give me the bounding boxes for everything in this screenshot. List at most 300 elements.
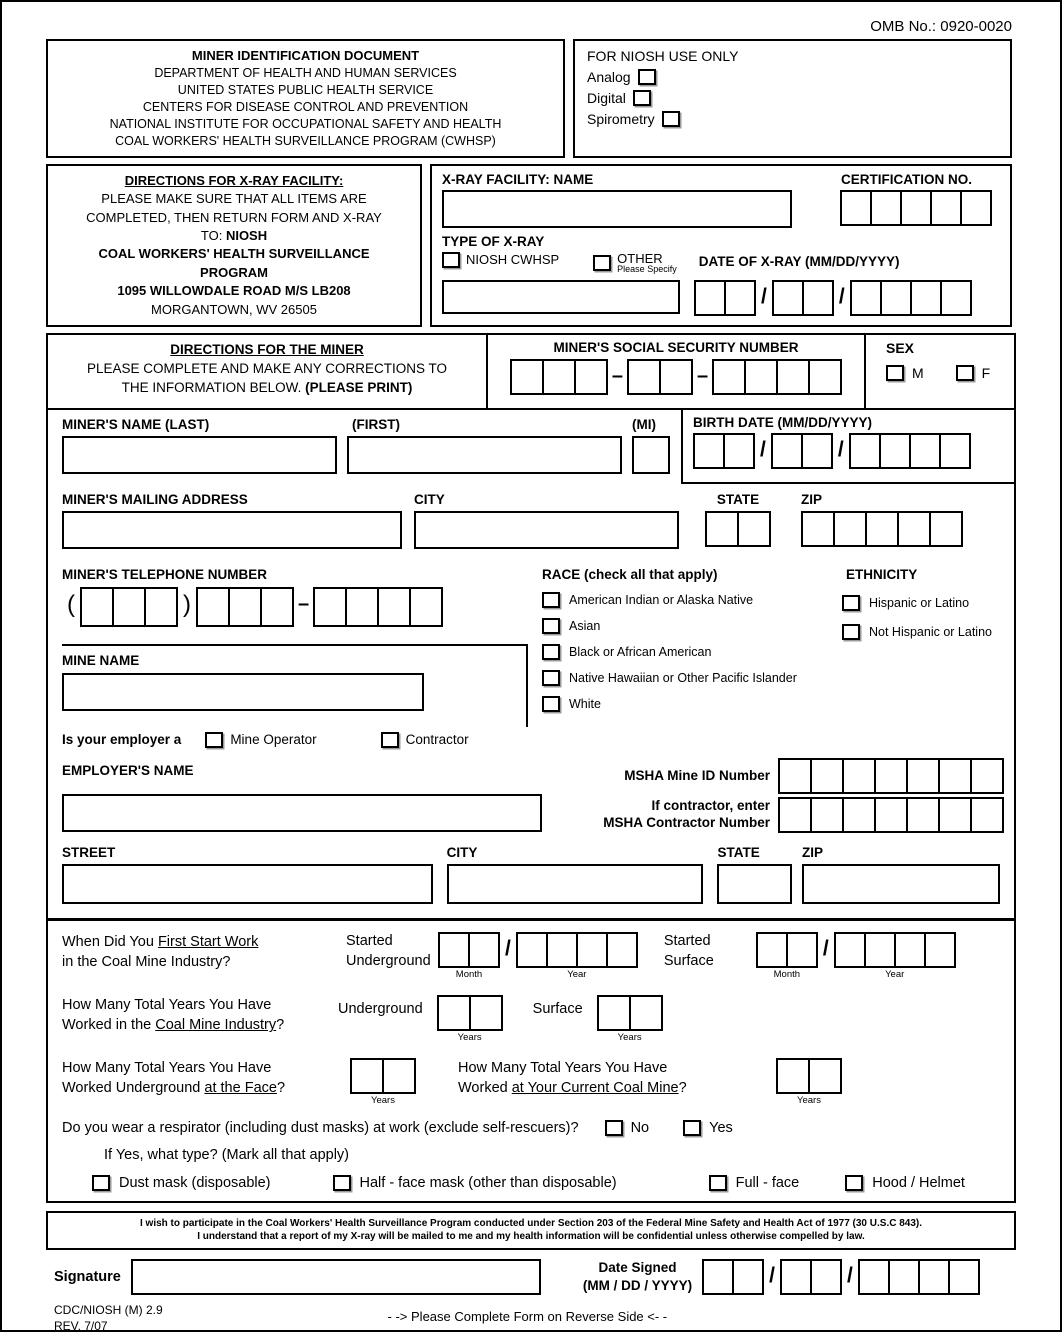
- month-sublabel: Month: [773, 968, 801, 980]
- half-face-label: Half - face mask (other than disposable): [359, 1174, 617, 1191]
- input-cell[interactable]: [929, 511, 963, 547]
- phone-mine-column: [62, 567, 528, 727]
- respirator-yes-label: Yes: [709, 1119, 733, 1136]
- certification-no-cells[interactable]: [840, 190, 992, 226]
- birth-day-cells[interactable]: [771, 433, 833, 469]
- input-cell[interactable]: [732, 1259, 764, 1295]
- input-cell[interactable]: [833, 511, 867, 547]
- not-hispanic-label: Not Hispanic or Latino: [869, 624, 992, 639]
- ethnicity-option-row: [842, 595, 1014, 611]
- employer-type-row: [48, 727, 1014, 752]
- birth-date-block: [681, 410, 1014, 484]
- hood-helmet-label: Hood / Helmet: [872, 1174, 965, 1191]
- started-surface-year-cells[interactable]: [834, 932, 956, 968]
- sex-male-checkbox[interactable]: [886, 365, 904, 381]
- digital-label: Digital: [587, 90, 626, 106]
- employer-zip-label: ZIP: [801, 844, 823, 860]
- phone-area-cells[interactable]: [80, 587, 178, 627]
- current-mine-years-cells[interactable]: [776, 1058, 842, 1094]
- sex-label: SEX: [886, 340, 915, 357]
- hispanic-checkbox[interactable]: [842, 595, 860, 611]
- started-underground-month-cells[interactable]: [438, 932, 500, 968]
- other-specify-input[interactable]: [442, 280, 680, 314]
- respirator-question-row: [62, 1120, 1000, 1136]
- underground-years-field: [437, 995, 503, 1043]
- input-cell[interactable]: [780, 1259, 812, 1295]
- main-form-block: [46, 333, 1016, 1203]
- xray-date-year-cells[interactable]: [850, 280, 972, 316]
- year-sublabel: Year: [885, 968, 905, 980]
- first-start-work-question: When Did You First Start Work in the Coal Mine Industry?: [62, 933, 259, 971]
- race-option-row: [542, 618, 828, 634]
- ssn-group-cells[interactable]: [627, 359, 693, 395]
- date-slash: /: [760, 437, 766, 461]
- sex-block: [866, 335, 1014, 408]
- year-sublabel: Year: [567, 968, 587, 980]
- miner-directions-line1: PLEASE COMPLETE AND MAKE ANY CORRECTIONS TO: [86, 361, 448, 377]
- input-cell[interactable]: [228, 587, 262, 627]
- name-birth-row: [48, 410, 1014, 484]
- input-cell[interactable]: [906, 797, 940, 833]
- started-surface-label: Started Surface: [663, 932, 714, 969]
- full-face-label: Full - face: [735, 1174, 800, 1191]
- input-cell[interactable]: [865, 511, 899, 547]
- race-option-row: [542, 644, 828, 660]
- surface-years-field: [597, 995, 663, 1043]
- last-name-input[interactable]: [62, 436, 337, 474]
- input-cell[interactable]: [546, 932, 578, 968]
- msha-mine-id-cells[interactable]: [778, 758, 1004, 794]
- race-label: RACE (check all that apply): [542, 566, 718, 582]
- input-cell[interactable]: [802, 280, 834, 316]
- input-cell[interactable]: [906, 758, 940, 794]
- input-cell[interactable]: [712, 359, 746, 395]
- ethnicity-label: ETHNICITY: [846, 566, 918, 582]
- mask-types-row: [62, 1175, 1000, 1191]
- xray-directions-line2: COMPLETED, THEN RETURN FORM AND X-RAY: [86, 209, 382, 225]
- employer-city-label: CITY: [446, 844, 478, 860]
- input-cell[interactable]: [778, 797, 812, 833]
- input-cell[interactable]: [510, 359, 544, 395]
- first-name-label: (FIRST): [352, 416, 400, 432]
- revision: REV. 7/07: [54, 1318, 108, 1332]
- ssn-serial-cells[interactable]: [712, 359, 842, 395]
- input-cell[interactable]: [918, 1259, 950, 1295]
- input-cell[interactable]: [900, 190, 932, 226]
- miner-directions-block: [48, 335, 488, 408]
- input-cell[interactable]: [970, 797, 1004, 833]
- cwhsp-line: COAL WORKERS' HEALTH SURVEILLANCE PROGRAM (CWHSP): [115, 133, 496, 148]
- input-cell[interactable]: [382, 1058, 416, 1094]
- first-name-input[interactable]: [347, 436, 622, 474]
- input-cell[interactable]: [723, 433, 755, 469]
- mailing-address-input[interactable]: [62, 511, 402, 549]
- hispanic-label: Hispanic or Latino: [869, 595, 970, 610]
- consent-line2: I understand that a report of my X-ray will be mailed to me and my health information will be confidential unless otherwise compelled by law.: [197, 1231, 865, 1243]
- half-face-checkbox[interactable]: [333, 1175, 351, 1191]
- employer-name-input[interactable]: [62, 794, 542, 832]
- current-mine-years-field: [776, 1058, 842, 1106]
- employer-state-field: [717, 845, 792, 904]
- input-cell[interactable]: [938, 758, 972, 794]
- input-cell[interactable]: [808, 1058, 842, 1094]
- input-cell[interactable]: [894, 932, 926, 968]
- input-cell[interactable]: [938, 797, 972, 833]
- input-cell[interactable]: [705, 511, 739, 547]
- miner-directions-line2: THE INFORMATION BELOW. (PLEASE PRINT): [121, 380, 413, 396]
- race-black-checkbox[interactable]: [542, 644, 560, 660]
- input-cell[interactable]: [771, 433, 803, 469]
- input-cell[interactable]: [438, 932, 470, 968]
- work-history-section: [48, 921, 1014, 1201]
- input-cell[interactable]: [627, 359, 661, 395]
- race-option-row: [542, 592, 828, 608]
- race-option-row: [542, 670, 828, 686]
- date-signed-year-cells[interactable]: [858, 1259, 980, 1295]
- ssn-dash: –: [697, 365, 709, 388]
- surface-label: Surface: [532, 1000, 583, 1017]
- input-cell[interactable]: [80, 587, 114, 627]
- race-american-indian-label: American Indian or Alaska Native: [569, 592, 754, 607]
- input-cell[interactable]: [924, 932, 956, 968]
- started-underground-year-cells[interactable]: [516, 932, 638, 968]
- footer-row: [46, 1303, 1012, 1332]
- cdc-line: CENTERS FOR DISEASE CONTROL AND PREVENTION: [142, 99, 469, 114]
- digital-row: [587, 90, 998, 106]
- date-signed-day-cells[interactable]: [780, 1259, 842, 1295]
- employer-city-field: [447, 845, 704, 904]
- full-face-checkbox[interactable]: [709, 1175, 727, 1191]
- employer-zip-field: [802, 845, 1000, 904]
- input-cell[interactable]: [776, 1058, 810, 1094]
- started-surface-month-cells[interactable]: [756, 932, 818, 968]
- input-cell[interactable]: [574, 359, 608, 395]
- state-label: STATE: [716, 491, 760, 507]
- input-cell[interactable]: [469, 995, 503, 1031]
- employer-city-input[interactable]: [447, 864, 704, 904]
- dust-mask-checkbox[interactable]: [92, 1175, 110, 1191]
- input-cell[interactable]: [930, 190, 962, 226]
- mailing-address-row: [48, 484, 1014, 560]
- input-cell[interactable]: [810, 1259, 842, 1295]
- input-cell[interactable]: [808, 359, 842, 395]
- input-cell[interactable]: [874, 797, 908, 833]
- input-cell[interactable]: [629, 995, 663, 1031]
- input-cell[interactable]: [910, 280, 942, 316]
- input-cell[interactable]: [842, 797, 876, 833]
- directions-ssn-sex-row: [48, 335, 1014, 410]
- input-cell[interactable]: [350, 1058, 384, 1094]
- employer-address-row: [48, 839, 1014, 918]
- street-input[interactable]: [62, 864, 433, 904]
- face-current-mine-row: [62, 1058, 1000, 1106]
- input-cell[interactable]: [260, 587, 294, 627]
- contractor-checkbox[interactable]: [381, 732, 399, 748]
- mine-name-block: [62, 644, 528, 727]
- input-cell[interactable]: [345, 587, 379, 627]
- niosh-cwhsp-label: NIOSH CWHSP: [466, 252, 560, 268]
- date-signed-month-cells[interactable]: [702, 1259, 764, 1295]
- msha-contractor-cells[interactable]: [778, 797, 1004, 833]
- spirometry-checkbox[interactable]: [662, 111, 680, 127]
- input-cell[interactable]: [693, 433, 725, 469]
- sex-female-label: F: [981, 365, 991, 382]
- spirometry-label: Spirometry: [587, 111, 655, 127]
- phone-dash: –: [298, 592, 310, 615]
- mi-label: (MI): [632, 416, 656, 432]
- race-white-checkbox[interactable]: [542, 696, 560, 712]
- zip-field: [801, 492, 963, 550]
- race-option-row: [542, 696, 828, 712]
- mi-input[interactable]: [632, 436, 670, 474]
- input-cell[interactable]: [888, 1259, 920, 1295]
- years-sublabel: Years: [797, 1094, 821, 1106]
- input-cell[interactable]: [897, 511, 931, 547]
- xray-directions-title: DIRECTIONS FOR X-RAY FACILITY:: [124, 172, 344, 188]
- mine-operator-checkbox[interactable]: [205, 732, 223, 748]
- total-years-row: [62, 995, 1000, 1043]
- type-of-xray-label: TYPE OF X-RAY: [442, 233, 545, 249]
- xray-facility-name-input[interactable]: [442, 190, 792, 228]
- input-cell[interactable]: [834, 932, 866, 968]
- form-title: MINER IDENTIFICATION DOCUMENT: [191, 48, 420, 63]
- dust-mask-label: Dust mask (disposable): [119, 1174, 271, 1191]
- race-asian-label: Asian: [569, 618, 601, 633]
- input-cell[interactable]: [880, 280, 912, 316]
- consent-statement: [46, 1211, 1016, 1250]
- input-cell[interactable]: [840, 190, 872, 226]
- month-sublabel: Month: [455, 968, 483, 980]
- omb-number: OMB No.: 0920-0020: [870, 18, 1012, 35]
- input-cell[interactable]: [756, 932, 788, 968]
- date-slash: /: [837, 437, 844, 461]
- input-cell[interactable]: [801, 511, 835, 547]
- date-slash: /: [822, 936, 829, 960]
- at-the-face-question: How Many Total Years You Have Worked Underground at the Face?: [62, 1059, 286, 1097]
- analog-checkbox[interactable]: [638, 69, 656, 85]
- input-cell[interactable]: [313, 587, 347, 627]
- zip-cells[interactable]: [801, 511, 963, 547]
- input-cell[interactable]: [737, 511, 771, 547]
- niosh-cwhsp-checkbox[interactable]: [442, 252, 460, 268]
- input-cell[interactable]: [948, 1259, 980, 1295]
- input-cell[interactable]: [960, 190, 992, 226]
- xray-directions-line3: TO: NIOSH: [200, 228, 268, 244]
- surface-years-cells[interactable]: [597, 995, 663, 1031]
- niosh-use-title: FOR NIOSH USE ONLY: [587, 48, 739, 64]
- input-cell[interactable]: [409, 587, 443, 627]
- xray-date-month-cells[interactable]: [694, 280, 756, 316]
- digital-checkbox[interactable]: [633, 90, 651, 106]
- input-cell[interactable]: [377, 587, 411, 627]
- input-cell[interactable]: [468, 932, 500, 968]
- xray-directions-line4: COAL WORKERS' HEALTH SURVEILLANCE: [98, 246, 370, 262]
- other-label: OTHER: [617, 250, 663, 266]
- state-cells[interactable]: [705, 511, 771, 547]
- miner-name-block: [48, 410, 681, 484]
- msha-contractor-label: If contractor, enter MSHA Contractor Number: [603, 798, 770, 830]
- birth-month-cells[interactable]: [693, 433, 755, 469]
- input-cell[interactable]: [810, 797, 844, 833]
- input-cell[interactable]: [576, 932, 608, 968]
- input-cell[interactable]: [842, 758, 876, 794]
- input-cell[interactable]: [597, 995, 631, 1031]
- face-years-cells[interactable]: [350, 1058, 416, 1094]
- employer-state-label: STATE: [717, 844, 760, 860]
- msha-column: [603, 755, 1004, 833]
- certification-no-label: CERTIFICATION NO.: [841, 171, 972, 187]
- race-american-indian-checkbox[interactable]: [542, 592, 560, 608]
- paren-close: ): [183, 590, 191, 618]
- date-slash: /: [505, 936, 511, 960]
- niosh-use-only-block: [573, 39, 1012, 158]
- current-mine-question: How Many Total Years You Have Worked at Your Current Coal Mine?: [458, 1059, 687, 1097]
- not-hispanic-checkbox[interactable]: [842, 624, 860, 640]
- input-cell[interactable]: [858, 1259, 890, 1295]
- sex-female-checkbox[interactable]: [956, 365, 974, 381]
- last-name-label: MINER'S NAME (LAST): [62, 416, 210, 432]
- total-years-question: How Many Total Years You Have Worked in the Coal Mine Industry?: [62, 996, 285, 1034]
- input-cell[interactable]: [970, 758, 1004, 794]
- input-cell[interactable]: [874, 758, 908, 794]
- xray-address-line1: 1095 WILLOWDALE ROAD M/S LB208: [117, 283, 351, 299]
- respirator-no-checkbox[interactable]: [605, 1120, 623, 1136]
- ssn-area-cells[interactable]: [510, 359, 608, 395]
- race-hawaiian-checkbox[interactable]: [542, 670, 560, 686]
- xray-address-line2: MORGANTOWN, WV 26505: [151, 301, 317, 317]
- reverse-side-note: - -> Please Complete Form on Reverse Side <- -: [387, 1308, 668, 1324]
- employer-name-field: [62, 755, 542, 833]
- niosh-cwhsp-option: [442, 252, 559, 268]
- employer-name-label: EMPLOYER'S NAME: [62, 762, 194, 778]
- birth-year-cells[interactable]: [849, 433, 971, 469]
- xray-facility-block: [430, 164, 1012, 328]
- race-asian-checkbox[interactable]: [542, 618, 560, 634]
- date-slash: /: [769, 1263, 775, 1287]
- employer-zip-input[interactable]: [802, 864, 1000, 904]
- input-cell[interactable]: [909, 433, 941, 469]
- input-cell[interactable]: [849, 433, 881, 469]
- input-cell[interactable]: [864, 932, 896, 968]
- signature-input[interactable]: [131, 1259, 541, 1295]
- input-cell[interactable]: [196, 587, 230, 627]
- date-of-xray-label: DATE OF X-RAY (MM/DD/YYYY): [698, 253, 900, 269]
- started-underground-label: Started Underground: [346, 932, 431, 969]
- input-cell[interactable]: [850, 280, 882, 316]
- input-cell[interactable]: [801, 433, 833, 469]
- city-field: [414, 492, 679, 550]
- race-white-label: White: [569, 696, 601, 711]
- input-cell[interactable]: [810, 758, 844, 794]
- ethnicity-column: [828, 567, 1014, 727]
- input-cell[interactable]: [516, 932, 548, 968]
- mailing-address-field: [62, 492, 402, 550]
- mailing-address-label: MINER'S MAILING ADDRESS: [62, 491, 248, 507]
- input-cell[interactable]: [112, 587, 146, 627]
- years-sublabel: Years: [457, 1031, 482, 1043]
- contractor-label: Contractor: [405, 732, 469, 748]
- ethnicity-option-row: [842, 624, 1014, 640]
- mine-name-input[interactable]: [62, 673, 424, 711]
- state-field: [705, 492, 771, 550]
- input-cell[interactable]: [776, 359, 810, 395]
- phone-prefix-cells[interactable]: [196, 587, 294, 627]
- input-cell[interactable]: [144, 587, 178, 627]
- input-cell[interactable]: [772, 280, 804, 316]
- underground-years-cells[interactable]: [437, 995, 503, 1031]
- hood-helmet-checkbox[interactable]: [845, 1175, 863, 1191]
- input-cell[interactable]: [939, 433, 971, 469]
- input-cell[interactable]: [879, 433, 911, 469]
- started-surface-year-field: [834, 932, 956, 980]
- employer-state-input[interactable]: [717, 864, 792, 904]
- input-cell[interactable]: [702, 1259, 734, 1295]
- city-label: CITY: [414, 491, 445, 507]
- input-cell[interactable]: [724, 280, 756, 316]
- form-number: CDC/NIOSH (M) 2.9: [54, 1302, 163, 1317]
- input-cell[interactable]: [778, 758, 812, 794]
- started-surface-month-field: [756, 932, 818, 980]
- respirator-question: Do you wear a respirator (including dust masks) at work (exclude self-rescuers)?: [62, 1119, 579, 1136]
- zip-label: ZIP: [801, 491, 823, 507]
- date-signed-label: Date Signed (MM / DD / YYYY): [582, 1260, 693, 1293]
- phs-line: UNITED STATES PUBLIC HEALTH SERVICE: [177, 82, 434, 97]
- ssn-label: MINER'S SOCIAL SECURITY NUMBER: [553, 340, 799, 356]
- input-cell[interactable]: [786, 932, 818, 968]
- started-underground-year-field: [516, 932, 638, 980]
- signature-row: [46, 1259, 1012, 1295]
- xray-directions-line5: PROGRAM: [200, 264, 268, 280]
- respirator-yes-checkbox[interactable]: [683, 1120, 701, 1136]
- race-hawaiian-label: Native Hawaiian or Other Pacific Islander: [569, 670, 797, 685]
- employer-msha-row: [48, 752, 1014, 839]
- consent-line1: I wish to participate in the Coal Workers' Health Surveillance Program conducted under Section 203 of the Federal Mine Safety and Health Act of 1977 (30 U.S.C 843).: [139, 1217, 923, 1229]
- input-cell[interactable]: [659, 359, 693, 395]
- xray-directions-block: [46, 164, 422, 328]
- race-black-label: Black or African American: [569, 644, 712, 659]
- input-cell[interactable]: [870, 190, 902, 226]
- header-row: [46, 39, 1012, 158]
- city-input[interactable]: [414, 511, 679, 549]
- mine-name-label: MINE NAME: [62, 652, 140, 668]
- analog-label: Analog: [587, 69, 631, 85]
- paren-open: (: [67, 590, 75, 618]
- other-xray-checkbox[interactable]: [593, 255, 611, 271]
- input-cell[interactable]: [694, 280, 726, 316]
- underground-label: Underground: [338, 1000, 423, 1017]
- xray-date-day-cells[interactable]: [772, 280, 834, 316]
- phone-line-cells[interactable]: [313, 587, 443, 627]
- input-cell[interactable]: [940, 280, 972, 316]
- input-cell[interactable]: [744, 359, 778, 395]
- msha-mine-id-label: MSHA Mine ID Number: [624, 767, 770, 783]
- ssn-block: [488, 335, 866, 408]
- please-specify-label: Please Specify: [617, 264, 677, 275]
- input-cell[interactable]: [437, 995, 471, 1031]
- xray-row: [46, 164, 1012, 328]
- msha-mine-id-row: [603, 758, 1004, 794]
- years-sublabel: Years: [617, 1031, 642, 1043]
- signature-label: Signature: [54, 1268, 121, 1285]
- input-cell[interactable]: [606, 932, 638, 968]
- input-cell[interactable]: [542, 359, 576, 395]
- sex-male-label: M: [912, 365, 924, 382]
- xray-facility-name-label: X-RAY FACILITY: NAME: [442, 171, 594, 187]
- started-underground-month-field: [438, 932, 500, 980]
- face-years-field: [350, 1058, 416, 1106]
- miner-directions-title: DIRECTIONS FOR THE MINER: [170, 342, 364, 358]
- dept-line: DEPARTMENT OF HEALTH AND HUMAN SERVICES: [154, 65, 457, 80]
